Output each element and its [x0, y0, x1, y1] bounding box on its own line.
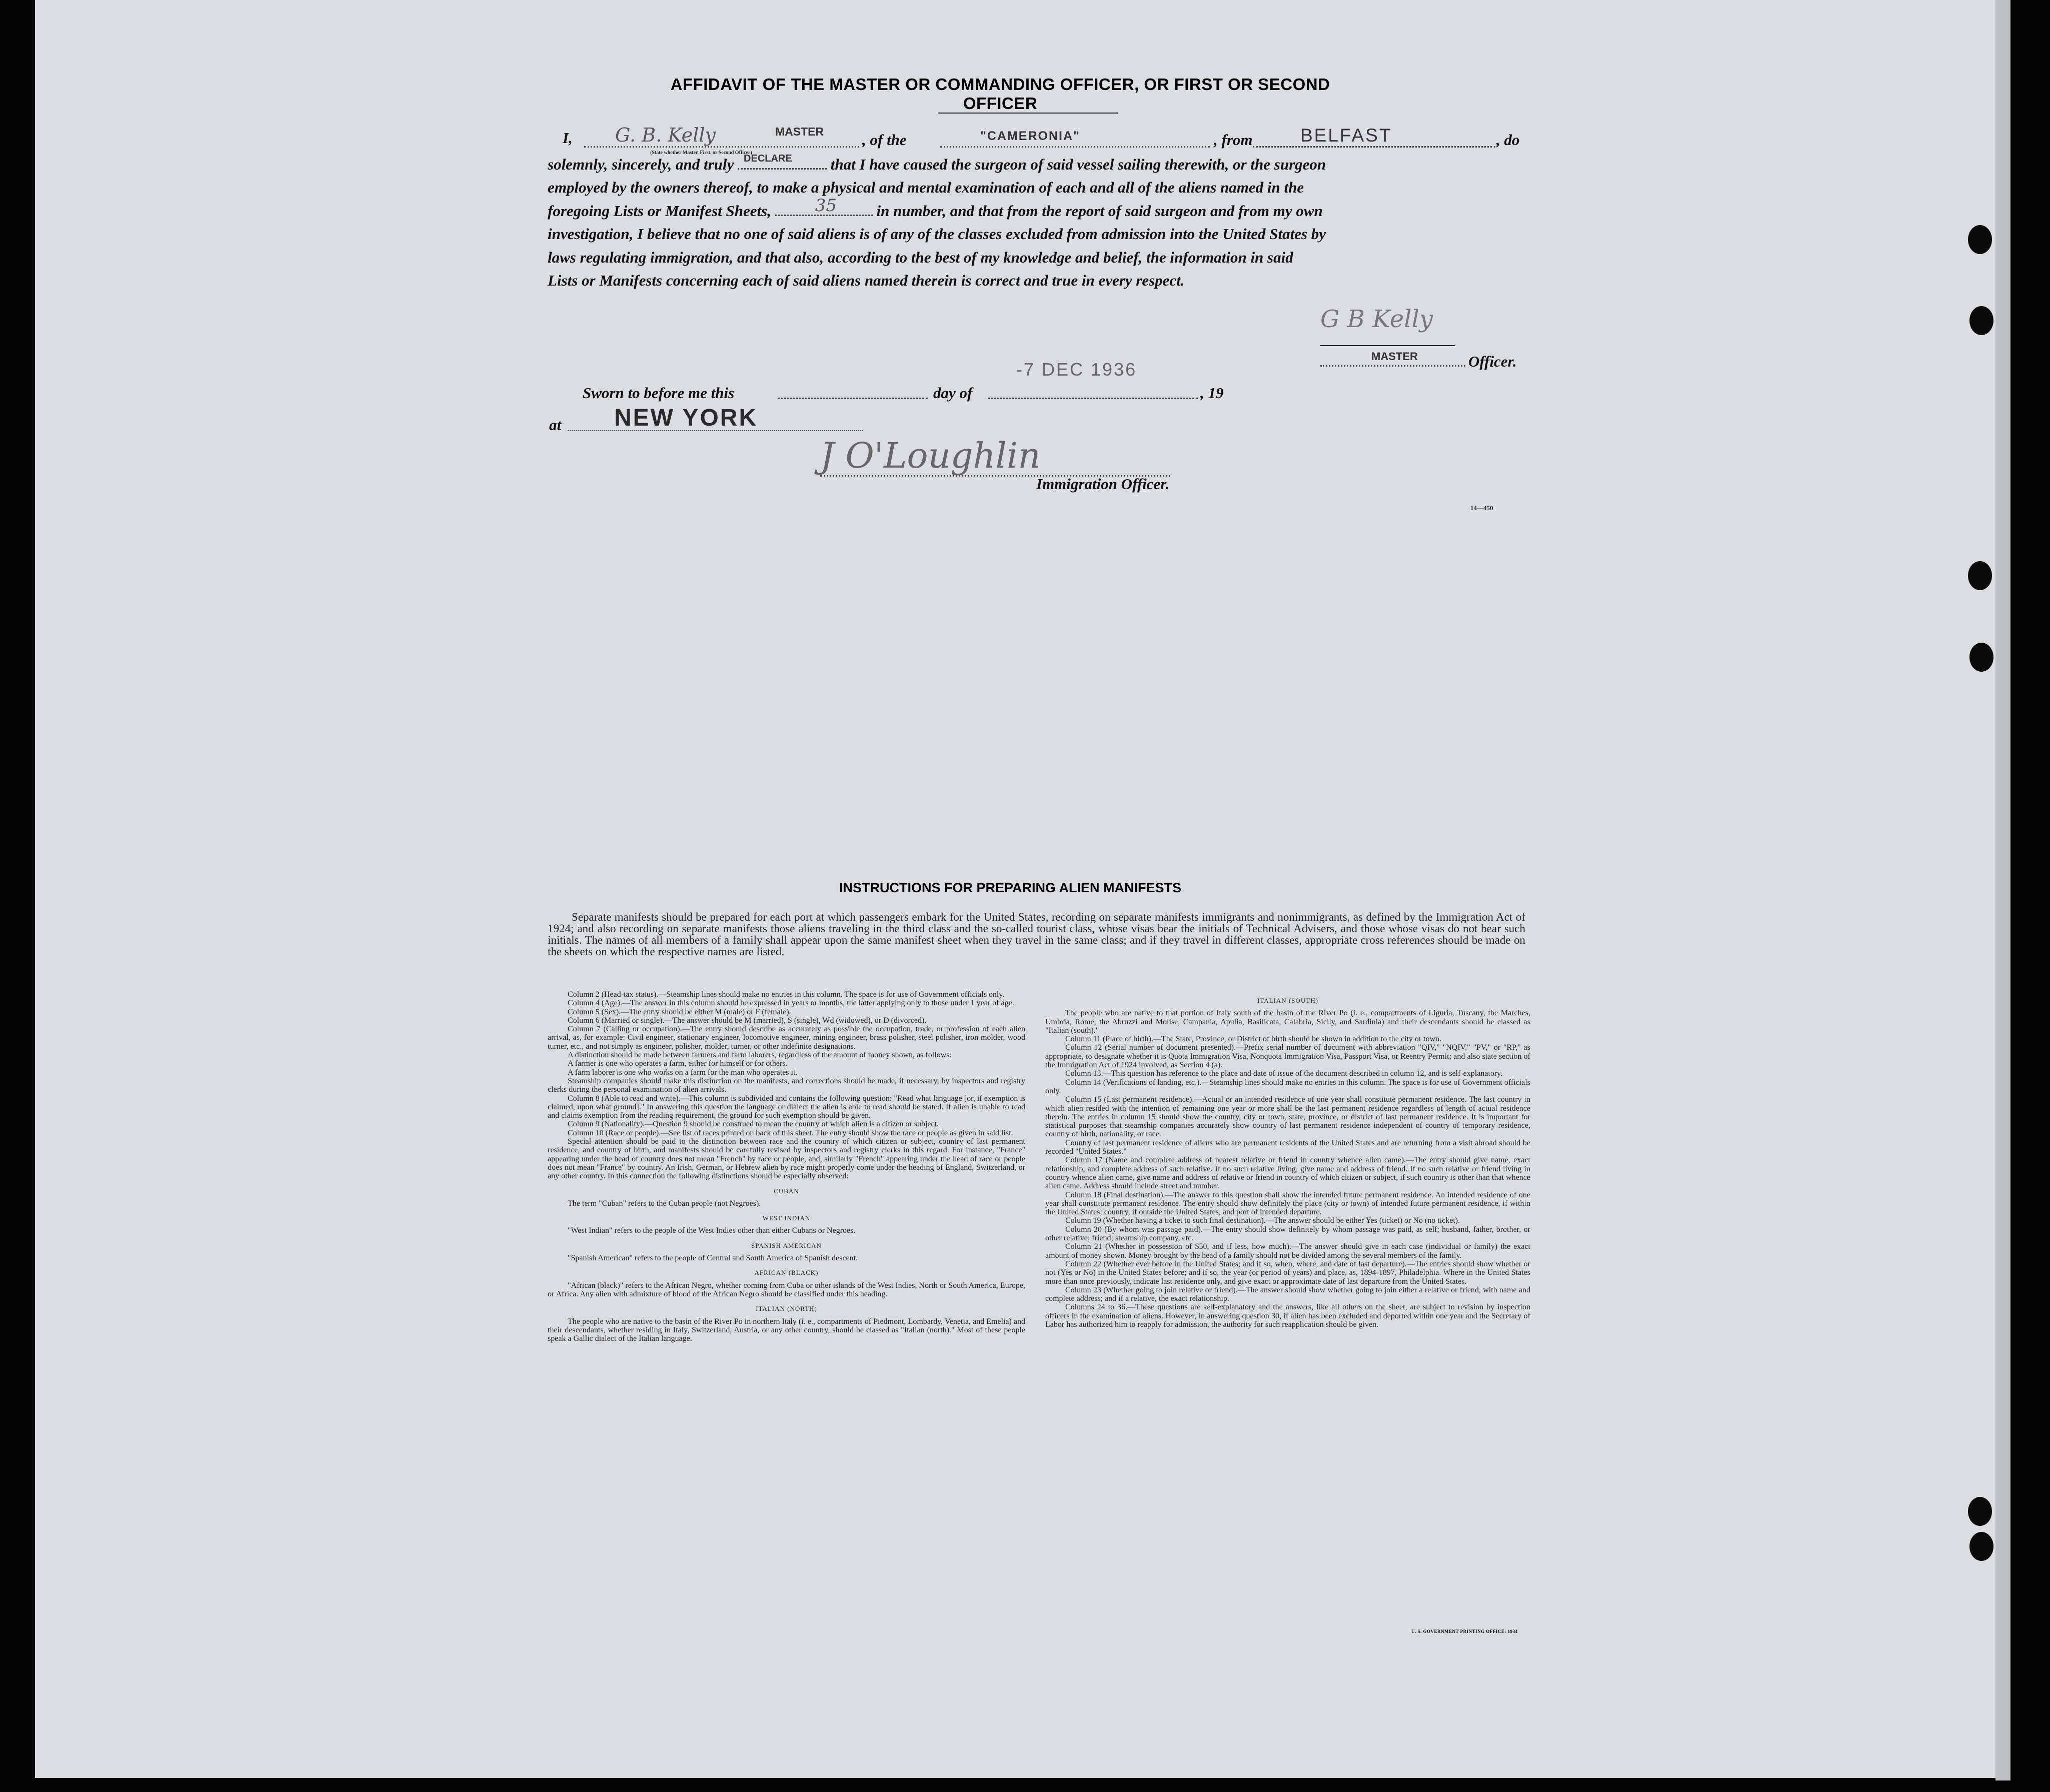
declare-field	[738, 155, 827, 170]
immigration-officer-label: Immigration Officer.	[1036, 475, 1170, 493]
instructions-intro: Separate manifests should be prepared for each port at which passengers embark for the United States, recording on separate manifests immigrants and nonimmigrants, as defined by the Immigration Act of 1924; and also recording on separate manifests those aliens traveling in the third class and the so-called tourist class, whose visas bear the initials of Technical Advisers, and those whose visas do not bear such initials. The names of all members of a family shall appear upon the same manifest sheet when they travel in the same class; and if they travel in different classes, appropriate cross references should be made on the sheets on which the respective names are listed.	[548, 911, 1525, 958]
section-heading: SPANISH AMERICAN	[751, 1241, 822, 1249]
instruction-paragraph: Column 21 (Whether in possession of $50, and if less, how much).—The answer should give in each case (individual or family) the exact amount of money shown. Money brought by the head of a family should not be divided among the several members of the family.	[1045, 1242, 1530, 1260]
year-label: , 19	[1200, 384, 1224, 402]
affidavit-line-7: Lists or Manifests concerning each of said aliens named therein is correct and true in every respect.	[548, 272, 1185, 289]
from-label: , from	[1214, 131, 1253, 149]
instruction-paragraph: "West Indian" refers to the people of the West Indies other than either Cubans or Negroes.	[568, 1226, 856, 1235]
instruction-paragraph: Column 13.—This question has reference to the place and date of issue of the document described in column 12, and is self-explanatory.	[1065, 1069, 1503, 1078]
affidavit-line-2	[548, 155, 1528, 174]
sheet-edge	[1995, 0, 2010, 1780]
instruction-paragraph: A distinction should be made between farmers and farm laborers, regardless of the amount of money shown, as follows:	[568, 1051, 952, 1060]
instructions-right-column	[1045, 990, 1530, 1329]
instruction-paragraph: The people who are native to the basin of the River Po in northern Italy (i. e., compartments of Piedmont, Lombardy, Venetia, and Emelia) and their descendants, whether residing in Italy, Switzerland, Austria, or any other country, should be classed as "Italian (north)." Most of these people speak a Gallic dialect of the Italian language.	[548, 1317, 1025, 1343]
instruction-paragraph: A farmer is one who operates a farm, either for himself or for others.	[568, 1059, 788, 1068]
departure-port: BELFAST	[1300, 125, 1392, 146]
gpo-imprint: U. S. GOVERNMENT PRINTING OFFICE: 1934	[1411, 1629, 1518, 1634]
instruction-paragraph: Column 22 (Whether ever before in the United States; and if so, when, where, and date of last departure).—The entries should show whether or not (Yes or No) in the United States before; and if so, the year (or period of years) and place, as, 1894-1897, Philadelphia. Where in the United States more than once previously, indicate last residence only, and give exact or approximate date of last departure from the United States.	[1045, 1259, 1530, 1286]
instruction-paragraph: Country of last permanent residence of aliens who are permanent residents of the United States and are returning from a visit abroad should be recorded "United States."	[1045, 1138, 1530, 1156]
of-the-label: , of the	[862, 131, 907, 149]
officer-rank-stamp: MASTER	[775, 125, 824, 138]
vessel-name: "CAMERONIA"	[980, 129, 1080, 143]
instructions-left-column	[548, 990, 1025, 1343]
instruction-paragraph: Column 19 (Whether having a ticket to such final destination).—The answer should be either Yes (ticket) or No (no ticket).	[1065, 1216, 1460, 1225]
signature-line	[1320, 345, 1455, 346]
affidavit-line-3: employed by the owners thereof, to make a physical and mental examination of each and all of the aliens named in the	[548, 179, 1304, 196]
section-heading: AFRICAN (BLACK)	[754, 1269, 819, 1277]
do-label: , do	[1496, 131, 1520, 149]
instruction-paragraph: Column 18 (Final destination).—The answer to this question shall show the intended future permanent residence. An intended residence of one year shall constitute permanent residence. The entry should show definitely the place (city or town) of intended future permanent residence, if within the United States; country, if outside the United States, and port of intended departure.	[1045, 1190, 1530, 1217]
section-heading: CUBAN	[774, 1187, 799, 1195]
line-4-text-b: in number, and that from the report of said surgeon and from my own	[876, 202, 1323, 220]
officer-rank-stamp-2: MASTER	[1371, 350, 1418, 363]
affidavit-line-6: laws regulating immigration, and that also, according to the best of my knowledge and belief, the information in said	[548, 249, 1293, 266]
day-of-label: day of	[933, 384, 973, 402]
affidavit-title: AFFIDAVIT OF THE MASTER OR COMMANDING OFFICER, OR FIRST OR SECOND OFFICER	[670, 75, 1330, 113]
title-underline	[938, 113, 1118, 114]
instruction-paragraph: Column 15 (Last permanent residence).—Actual or an intended residence of one year shall constitute permanent residence. The last country in which alien resided with the intention of remaining one year or more shall be the last permanent residence regardless of length of actual residence therein. The entries in column 15 should show the country, city or town, state, province, or district of last permanent residence. It is important for statistical purposes that steamship companies accurately show country of last permanent residence independent of country of temporary residence, country of birth, nationality, or race.	[1045, 1095, 1530, 1139]
declare-stamp: DECLARE	[744, 153, 792, 164]
instruction-paragraph: Column 20 (By whom was passage paid).—The entry should show definitely by whom passage was paid, as self; husband, father, brother, or other relative; friend; steamship company, etc.	[1045, 1225, 1530, 1243]
officer-label: Officer.	[1468, 353, 1517, 370]
rank-note: (State whether Master, First, or Second Officer)	[650, 150, 752, 156]
line-2-text-a: solemnly, sincerely, and truly	[548, 156, 734, 173]
instruction-paragraph: Special attention should be paid to the distinction between race and the country of which citizen or subject, country of last permanent residence, and country of birth, and manifests should be carefully revised by inspectors and registry clerks in this regard. For instance, "France" appearing under the head of country does not mean "French" by race or people, and, similarly "French" appearing under the head of race or people does not mean "France" by country. An Irish, German, or Hebrew alien by race might properly come under the heading of England, Switzerland, or any other country. In this connection the following distinctions should be especially observed:	[548, 1137, 1025, 1181]
sheet-count: 35	[815, 196, 837, 216]
instruction-paragraph: Column 12 (Serial number of document presented).—Prefix serial number of document with abbreviation "QIV," "NQIV," "PV," or "RP," as appropriate, to designate whether it is Quota Immigration Visa, Nonquota Immigration Visa, Passport Visa, or Reentry Permit; and also state section of the Immigration Act of 1924 involved, as Section 4 (a).	[1045, 1043, 1530, 1070]
dotted-line	[1253, 146, 1495, 148]
affidavit-line-5: investigation, I believe that no one of said aliens is of any of the classes excluded from admission into the United States by	[548, 225, 1326, 243]
form-number: 14—450	[1470, 504, 1493, 512]
instruction-paragraph: "Spanish American" refers to the people of Central and South America of Spanish descent.	[568, 1254, 858, 1263]
instruction-paragraph: Steamship companies should make this distinction on the manifests, and corrections should be made, if necessary, by inspectors and registry clerks during the personal examination of alien arrivals.	[548, 1076, 1025, 1094]
instruction-paragraph: Columns 24 to 36.—These questions are self-explanatory and the answers, like all others on the sheet, are subject to revision by inspection officers in the examination of aliens. However, in answering question 30, if alien has been excluded and deported within one year and the Secretary of Labor has authorized him to reapply for admission, the authority for such reapplication should be given.	[1045, 1303, 1530, 1329]
sheet-count-field	[775, 196, 873, 216]
section-heading: ITALIAN (NORTH)	[756, 1305, 817, 1313]
instruction-paragraph: A farm laborer is one who works on a farm for the man who operates it.	[568, 1068, 798, 1077]
affiant-prefix: I,	[563, 129, 573, 147]
place-stamp: NEW YORK	[614, 405, 758, 431]
instruction-paragraph: Column 10 (Race or people).—See list of races printed on back of this sheet. The entry should show the race or people as given in said list.	[568, 1128, 1013, 1137]
dotted-line	[940, 146, 1210, 148]
section-heading: ITALIAN (SOUTH)	[1257, 997, 1318, 1004]
at-label: at	[549, 416, 562, 434]
instruction-paragraph: Column 2 (Head-tax status).—Steamship lines should make no entries in this column. The space is for use of Government officials only.	[568, 990, 1005, 999]
dotted-line	[988, 398, 1198, 399]
instruction-paragraph: Column 17 (Name and complete address of nearest relative or friend in country whence alien came).—The entry should give name, exact relationship, and complete address of such relative. If no such relative living, give name and address of friend. If no such relative or friend living in country whence alien came, give name and address of relative or friend in country of which citizen or subject, if such country is other than that whence alien came. Address should include street and number.	[1045, 1156, 1530, 1191]
line-2-text-b: that I have caused the surgeon of said vessel sailing therewith, or the surgeon	[830, 156, 1326, 173]
dotted-line	[1320, 365, 1465, 367]
dotted-line	[778, 398, 928, 399]
section-heading: WEST INDIAN	[762, 1214, 811, 1222]
dotted-line	[584, 146, 859, 148]
instruction-paragraph: Column 14 (Verifications of landing, etc.).—Steamship lines should make no entries in this column. The space is for use of Government officials only.	[1045, 1078, 1530, 1095]
instruction-paragraph: Column 6 (Married or single).—The answer should be M (married), S (single), Wd (widowed), or D (divorced).	[568, 1016, 927, 1025]
instruction-paragraph: Column 9 (Nationality).—Question 9 should be construed to mean the country of which alien is a citizen or subject.	[568, 1120, 939, 1129]
master-name: G. B. Kelly	[615, 124, 716, 146]
instruction-paragraph: The term "Cuban" refers to the Cuban people (not Negroes).	[568, 1199, 761, 1208]
instruction-paragraph: Column 23 (Whether going to join relative or friend).—The answer should show whether going to join either a relative or friend, with name and complete address; and if a relative, the exact relationship.	[1045, 1285, 1530, 1303]
punch-hole	[1969, 306, 1993, 335]
instruction-paragraph: Column 4 (Age).—The answer in this column should be expressed in years or months, the latter applying only to those under 1 year of age.	[568, 999, 1014, 1008]
instruction-paragraph: "African (black)" refers to the African Negro, whether coming from Cuba or other islands of the West Indies, North or South America, Europe, or Africa. Any alien with admixture of blood of the African Negro should be classified under this heading.	[548, 1281, 1025, 1298]
immigration-officer-signature: J O'Loughlin	[820, 435, 1041, 476]
punch-hole	[1968, 1497, 1992, 1526]
line-4-text-a: foregoing Lists or Manifest Sheets,	[548, 202, 771, 220]
punch-hole	[1969, 643, 1993, 672]
punch-hole	[1969, 1532, 1993, 1561]
instruction-paragraph: Column 5 (Sex).—The entry should be either M (male) or F (female).	[568, 1007, 791, 1016]
instruction-paragraph: Column 8 (Able to read and write).—This column is subdivided and contains the following question: "Read what language [or, if exemption is claimed, upon what ground]." In answering this question the language or dialect the alien is able to read should be stated. If alien is unable to read and claims exemption from the reading requirement, the ground for such exemption should be given.	[548, 1094, 1025, 1120]
date-stamp: -7 DEC 1936	[1016, 359, 1137, 380]
affidavit-line-4	[548, 196, 1528, 220]
instruction-paragraph: Column 7 (Calling or occupation).—The entry should describe as accurately as possible the occupation, trade, or profession of each alien arrival, as, for example: Civil engineer, stationary engineer, locomotive engineer, mining engineer, brass polisher, steel polisher, iron molder, wood turner, etc., and not simply as engineer, polisher, molder, turner, or other indefinite designations.	[548, 1025, 1025, 1051]
sworn-label: Sworn to before me this	[583, 384, 735, 402]
instructions-title: INSTRUCTIONS FOR PREPARING ALIEN MANIFESTS	[839, 880, 1182, 895]
master-signature: G B Kelly	[1320, 305, 1433, 333]
instruction-paragraph: The people who are native to that portion of Italy south of the basin of the River Po (i. e., compartments of Liguria, Tuscany, the Marches, Umbria, Rome, the Abruzzi and Molise, Campania, Apulia, Basilicata, Calabria, Sicily, and Sardinia) and their descendants should be classed as "Italian (south)."	[1045, 1009, 1530, 1035]
punch-hole	[1968, 225, 1992, 254]
instruction-paragraph: Column 11 (Place of birth).—The State, Province, or District of birth should be shown in addition to the city or town.	[1065, 1035, 1442, 1044]
punch-hole	[1968, 561, 1992, 590]
